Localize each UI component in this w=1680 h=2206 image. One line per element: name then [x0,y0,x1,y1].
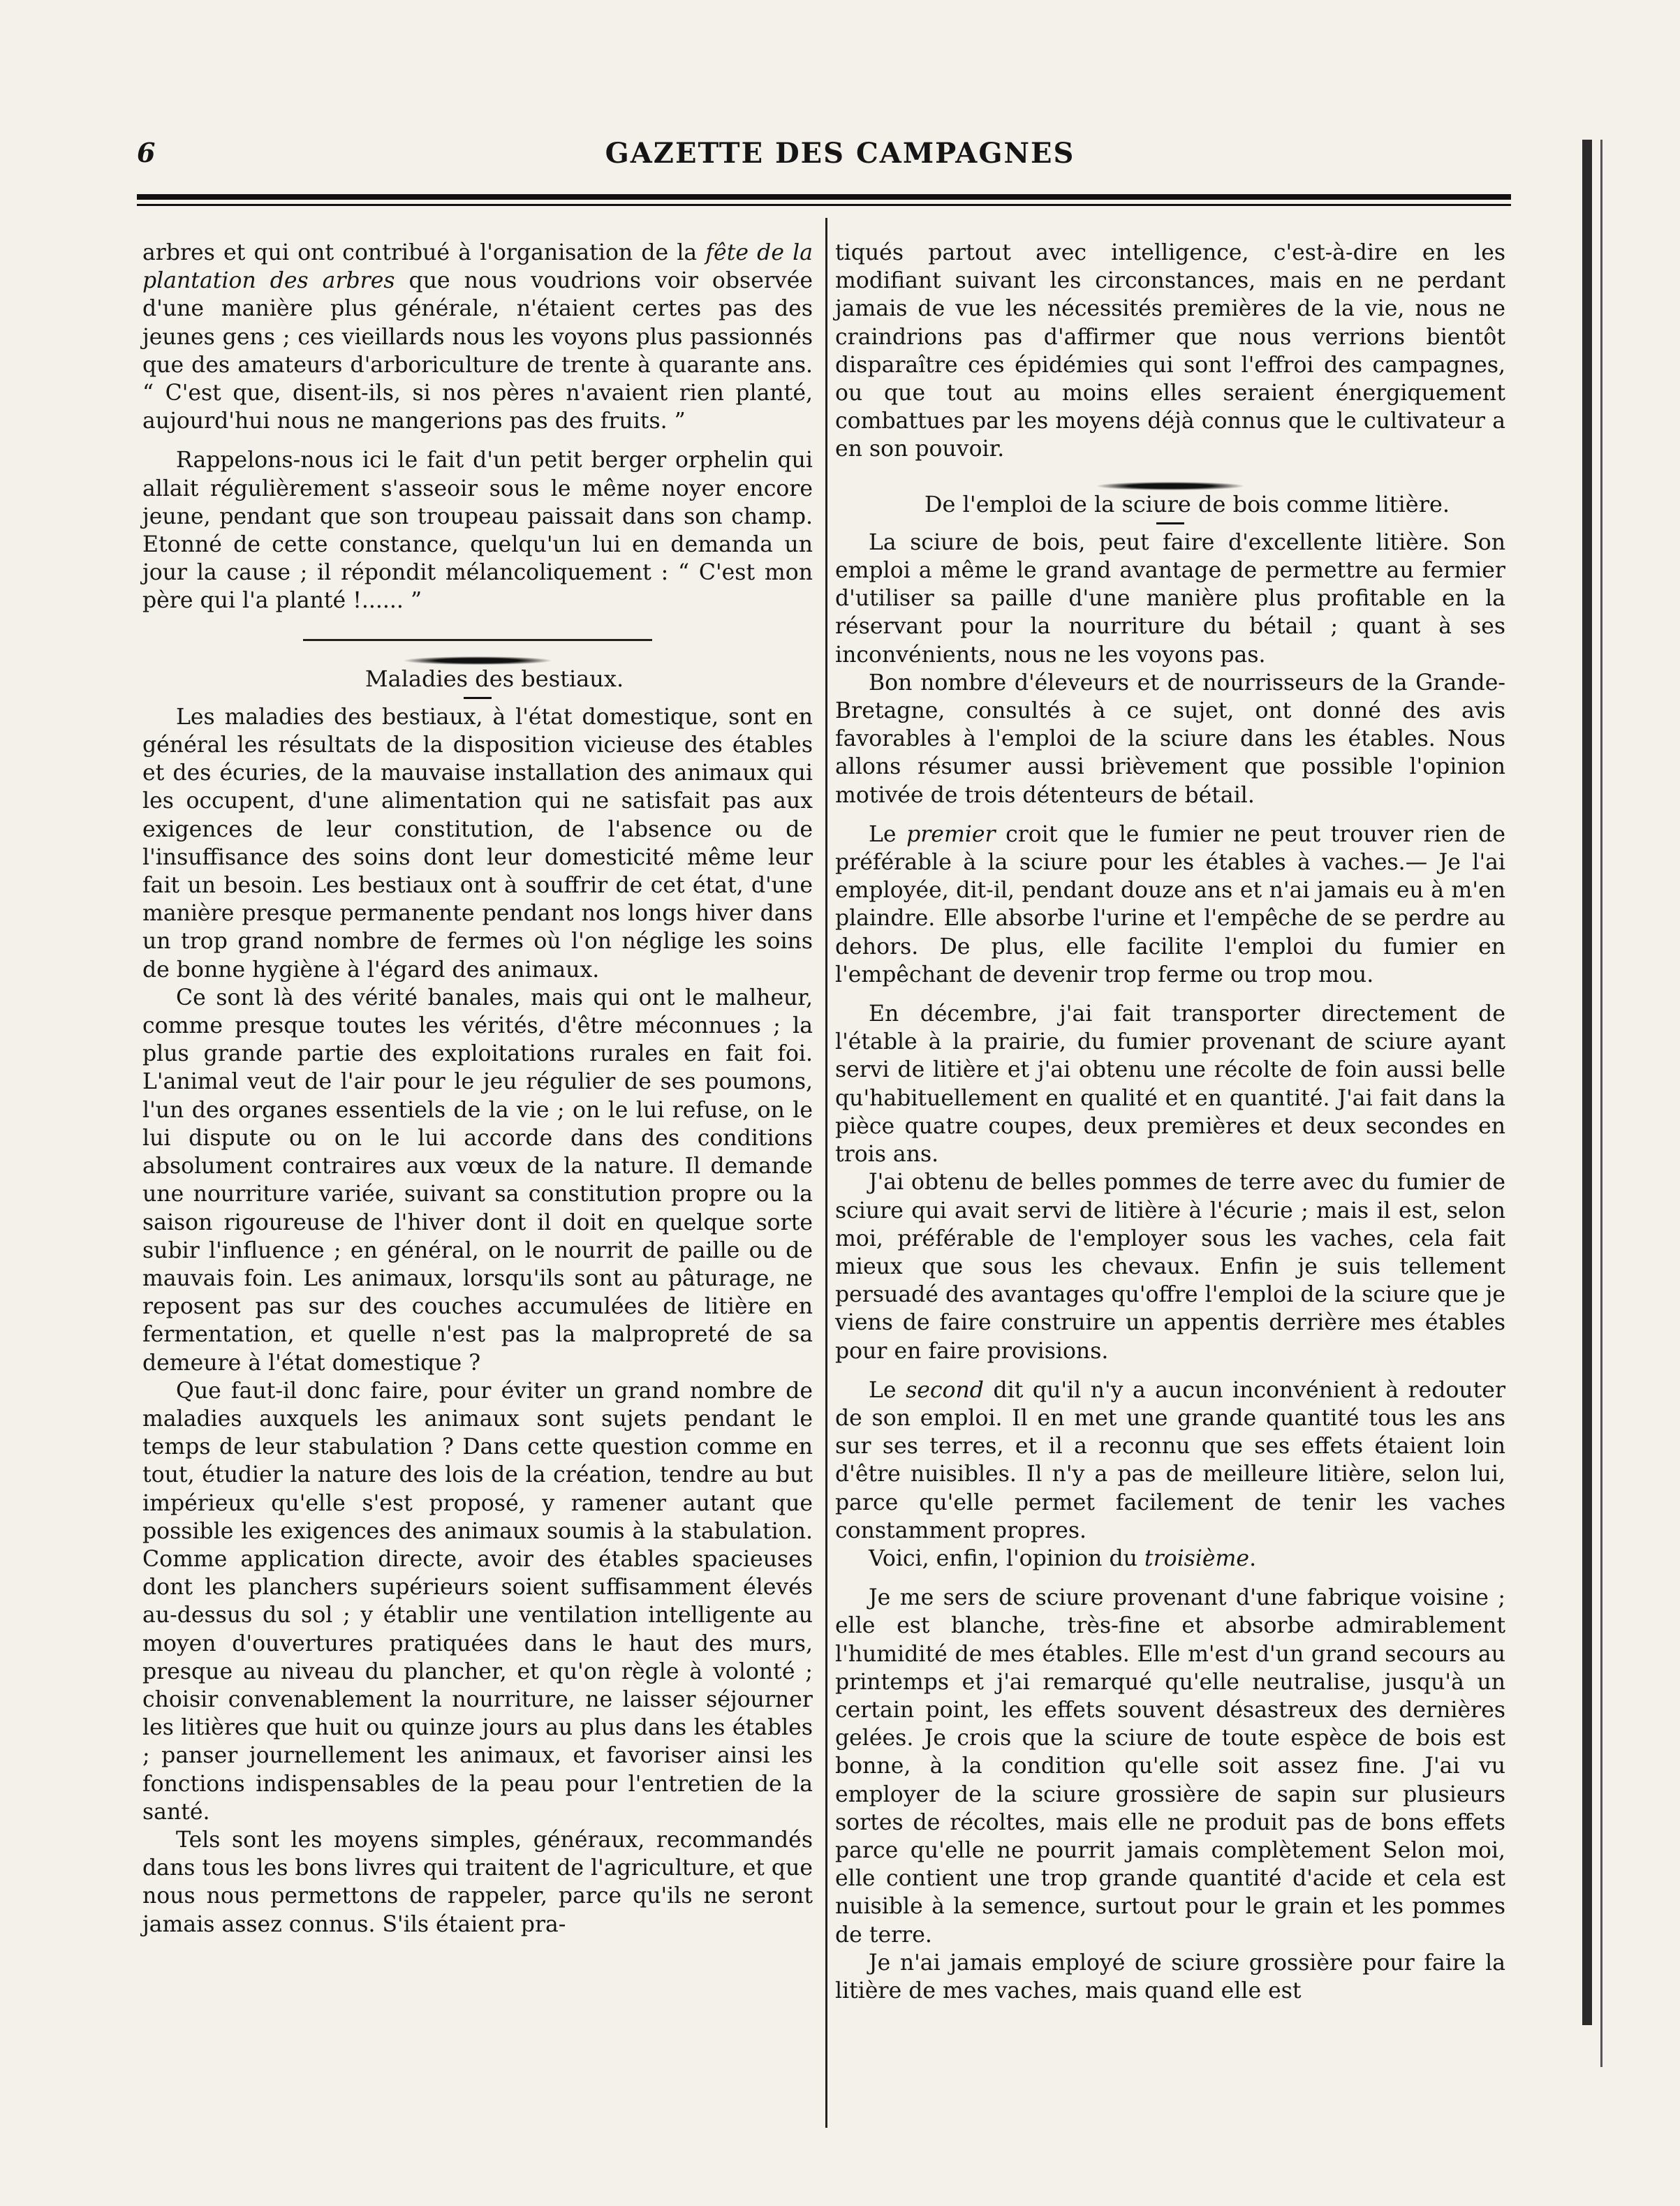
paragraph-text: dit qu'il n'y a aucun inconvénient à redouter de son emploi. Il en met une grande quantité tous les ans sur ses terres, et il a reconnu que ses effets étaient loin d'être nuisibles. Il n'y a pas de meilleure litière, selon lui, parce qu'elle permet facilement de tenir les vaches constamment propres. [835,1377,1506,1543]
section-heading: Maladies des bestiaux. [364,665,624,692]
paragraph-text: que nous voudrions voir observée d'une manière plus générale, n'étaient certes pas des jeunes gens ; ces vieillards nous les voyons plus passionnés que des amateurs d'arboriculture de trente à quarante ans. “ C'est que, disent-ils, si nos pères n'avaient rien planté, aujourd'hui nous ne mangerions pas des fruits. ” [142,268,813,434]
paragraph [142,239,813,435]
paragraph-text: croit que le fumier ne peut trouver rien de préférable à la sciure pour les étables à vaches.— Je l'ai employée, dit-il, pendant douze ans et n'ai jamais eu à m'en plaindre. Elle absorbe l'urine et l'empêche de se perdre au dehors. De plus, elle facilite l'emploi du fumier en l'empêchant de devenir trop ferme ou trop mou. [835,821,1505,987]
paragraph: En décembre, j'ai fait transporter directement de l'étable à la prairie, du fumier provenant de sciure ayant servi de litière et j'ai obtenu une récolte de foin aussi belle qu'habituellement en qualité et en quantité. J'ai fait dans la pièce quatre coupes, deux premières et deux secondes en trois ans. [835,1001,1505,1168]
page-title: GAZETTE DES CAMPAGNES [605,137,1075,170]
emphasis-text: troisième [1144,1545,1250,1571]
paragraph: Je n'ai jamais employé de sciure grossière pour faire la litière de mes vaches, mais quand elle est [835,1950,1505,2003]
paragraph-text: arbres et qui ont contribué à l'organisation de la [142,240,698,265]
column-divider [825,218,827,2128]
paragraph: Que faut-il donc faire, pour éviter un grand nombre de maladies auxquels les animaux sont sujets pendant le temps de leur stabulation ? Dans cette question comme en tout, étudier la nature des lois de la création, tendre au but impérieux qu'elle s'est proposé, y ramener autant que possible les exigences des animaux soumis à la stabulation. Comme application directe, avoir des étables spacieuses dont les planchers supérieurs soient suffisamment élevés au-dessus du sol ; y établir une ventilation intelligente au moyen d'ouvertures pratiquées dans le haut des murs, presque au niveau du plancher, et qu'on règle à volonté ; choisir convenablement la nourriture, ne laisser séjourner les litières que huit ou quinze jours au plus dans les étables ; panser journellement les animaux, et favoriser ainsi les fonctions indispensables de la peau pour l'entretien de la santé. [142,1378,813,1825]
paragraph: Ce sont là des vérité banales, mais qui ont le malheur, comme presque toutes les vérités, d'être méconnues ; la plus grande partie des exploitations rurales en fait foi. L'animal veut de l'air pour le jeu régulier de ses poumons, l'un des organes essentiels de la vie ; on le lui refuse, on le lui dispute ou on le lui accorde dans des conditions absolument contraires aux vœux de la nature. Il demande une nourriture variée, suivant sa constitution propre ou la saison rigoureuse de l'hiver dont il doit en quelque sorte subir l'influence ; en général, on le nourrit de paille ou de mauvais foin. Les animaux, lorsqu'ils sont au pâturage, ne reposent pas sur des couches accumulées de litière en fermentation, et quelle n'est pas la malpropreté de sa demeure à l'état domestique ? [142,985,813,1376]
page-number: 6 [137,137,156,168]
header-rule-thick [137,194,1511,200]
binding-edge [1582,140,1592,2025]
paragraph-text: Le [869,821,907,847]
paragraph [835,821,1505,989]
section-divider [303,639,652,641]
emphasis-text: fête de la plantation des arbres [142,240,813,294]
right-column [835,239,1505,2005]
emphasis-text: premier [906,821,996,847]
paragraph-text: Voici, enfin, l'opinion du [869,1545,1144,1571]
paragraph: Tels sont les moyens simples, généraux, recommandés dans tous les bons livres qui traitent de l'agriculture, et que nous nous permettons de rappeler, parce qu'ils ne seront jamais assez connus. S'ils étaient pra- [142,1827,813,1937]
paragraph [835,1376,1505,1545]
paragraph: Les maladies des bestiaux, à l'état domestique, sont en général les résultats de la disposition vicieuse des étables et des écuries, de la mauvaise installation des animaux qui les occupent, d'une alimentation qui ne satisfait pas aux exigences de leur constitution, de l'absence ou de l'insuffisance des soins dont leur domesticité même leur fait un besoin. Les bestiaux ont à souffrir de cet état, d'une manière presque permanente pendant nos longs hiver dans un trop grand nombre de fermes où l'on néglige les soins de bonne hygiène à l'égard des animaux. [142,704,813,983]
left-column [142,239,813,1939]
section-heading: De l'emploi de la sciure de bois comme litière. [924,490,1450,517]
header-rule-thin [137,204,1511,206]
paragraph: Bon nombre d'éleveurs et de nourrisseurs de la Grande-Bretagne, consultés à ce sujet, ont donné des avis favorables à l'emploi de la sciure dans les étables. Nous allons résumer aussi brièvement que possible l'opinion motivée de trois détenteurs de bétail. [835,670,1505,808]
heading-dash [464,697,492,699]
ornament [1097,482,1244,490]
paragraph: La sciure de bois, peut faire d'excellente litière. Son emploi a même le grand avantage de permettre au fermier d'utiliser sa paille d'une manière plus profitable en la réservant pour la nourriture du bétail ; quant à ses inconvénients, nous ne les voyons pas. [835,529,1505,668]
paragraph: J'ai obtenu de belles pommes de terre avec du fumier de sciure qui avait servi de litière à l'écurie ; mais il est, selon moi, préférable de l'employer sous les vaches, cela fait mieux que sous les chevaux. Enfin je suis tellement persuadé des avantages qu'offre l'emploi de la sciure que je viens de faire construire un appentis derrière mes étables pour en faire provisions. [835,1170,1505,1364]
paragraph: Je me sers de sciure provenant d'une fabrique voisine ; elle est blanche, très-fine et absorbe admirablement l'humidité de mes étables. Elle m'est d'un grand secours au printemps et j'ai remarqué qu'elle neutralise, jusqu'à un certain point, les effets souvent désastreux des dernières gelées. Je crois que la sciure de toute espèce de bois est bonne, à la condition qu'elle soit assez fine. J'ai vu employer de la sciure grossière de sapin sur plusieurs sortes de récoltes, mais elle ne produit pas de bons effets parce qu'elle ne pourrit jamais complètement Selon moi, elle contient une trop grande quantité d'acide et cela est nuisible à la semence, surtout pour le grain et les pommes de terre. [835,1585,1505,1948]
paragraph-text: . [1249,1545,1257,1571]
ornament [404,656,551,665]
paragraph: tiqués partout avec intelligence, c'est-à-dire en les modifiant suivant les circonstances, mais en ne perdant jamais de vue les nécessités premières de la vie, nous ne craindrions pas d'affirmer que nous verrions bientôt disparaître ces épidémies qui sont l'effroi des campagnes, ou que tout au moins elles seraient énergiquement combattues par les moyens déjà connus que le cultivateur a en son pouvoir. [835,240,1505,462]
paragraph-text: Le [869,1377,906,1403]
heading-dash [1156,522,1184,524]
emphasis-text: second [906,1377,984,1403]
paragraph [835,1545,1505,1573]
paragraph: Rappelons-nous ici le fait d'un petit berger orphelin qui allait régulièrement s'asseoir sous le même noyer encore jeune, pendant que son troupeau paissait dans son champ. Etonné de cette constance, quelqu'un lui en demanda un jour la cause ; il répondit mélancoliquement : “ C'est mon père qui l'a planté !...... ” [142,448,813,614]
binding-edge-line [1600,140,1602,2067]
